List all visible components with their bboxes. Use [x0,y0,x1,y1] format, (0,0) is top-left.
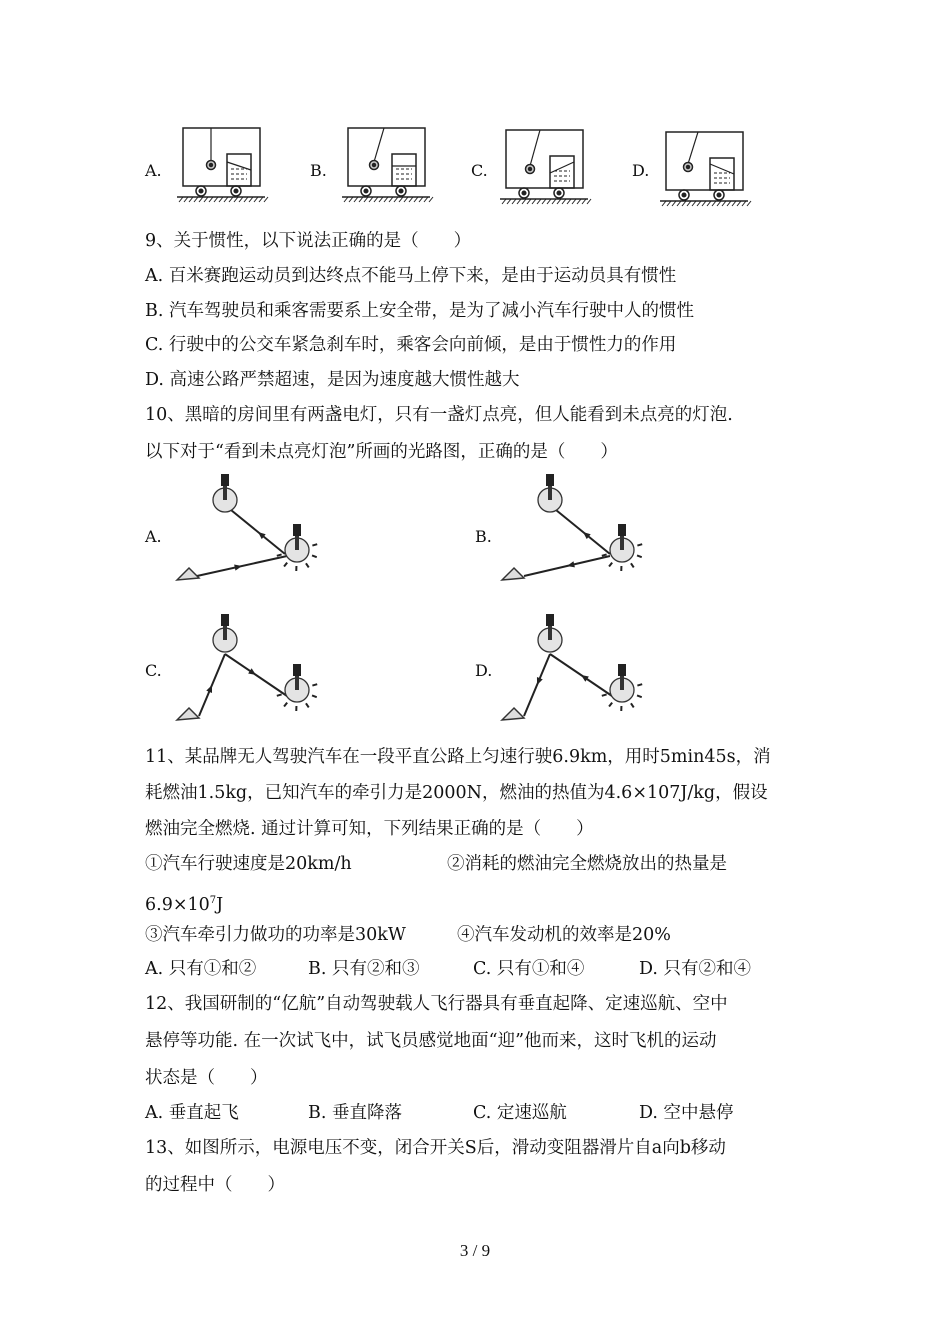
q12-line3: 状态是（ ） [145,1068,268,1088]
q11-option-a: A. 只有①和② [145,959,257,979]
q11-statement-2-base: 6.9×10 [145,894,210,915]
q11-statement-4: ④汽车发动机的效率是20% [457,925,671,945]
lit-bulb-icon [602,664,642,711]
q11-line2: 耗燃油1.5kg，已知汽车的牵引力是2000N，燃油的热值为4.6×107J/kg，假设 [145,783,768,803]
unlit-bulb-icon [213,614,237,652]
cart-figure-d [658,128,753,210]
lit-bulb-icon [277,664,317,711]
light-path-figure-d [500,612,700,732]
q11-statement-2-value [145,890,223,916]
q9-option-a: A. 百米赛跑运动员到达终点不能马上停下来，是由于运动员具有惯性 [145,266,677,286]
q11-statement-1: ①汽车行驶速度是20km/h [145,854,352,874]
eye-icon [502,568,524,580]
q11-statement-2: ②消耗的燃油完全燃烧放出的热量是 [447,854,727,874]
q12-option-d: D. 空中悬停 [639,1103,734,1123]
q8-option-d-label: D. [632,161,650,180]
q11-option-d: D. 只有②和④ [639,959,752,979]
q12-option-a: A. 垂直起飞 [145,1103,239,1123]
unlit-bulb-icon [538,474,562,512]
lit-bulb-icon [277,524,317,571]
q12-option-c: C. 定速巡航 [473,1103,567,1123]
q11-option-c: C. 只有①和④ [473,959,585,979]
q10-option-b-label: B. [475,527,492,546]
light-path-figure-b [500,472,700,592]
eye-icon [502,708,524,720]
cart-figure-a [175,124,270,206]
q9-stem: 9、关于惯性，以下说法正确的是（ ） [145,231,472,251]
page-number: 3 / 9 [459,1241,491,1260]
unlit-bulb-icon [538,614,562,652]
q11-line1: 11、某品牌无人驾驶汽车在一段平直公路上匀速行驶6.9km，用时5min45s，消 [145,747,771,767]
q10-option-a-label: A. [145,527,162,546]
light-path-figure-a [175,472,375,592]
q8-option-a-label: A. [145,161,162,180]
q11-statement-2-unit: J [216,894,224,915]
eye-icon [177,708,199,720]
q11-statement-2-exponent: 7 [209,895,217,906]
q12-line2: 悬停等功能. 在一次试飞中，试飞员感觉地面“迎”他而来，这时飞机的运动 [145,1031,717,1051]
light-path-figure-c [175,612,375,732]
cart-figure-b [340,124,435,206]
q9-option-b: B. 汽车驾驶员和乘客需要系上安全带，是为了减小汽车行驶中人的惯性 [145,301,694,321]
lit-bulb-icon [602,524,642,571]
q12-line1: 12、我国研制的“亿航”自动驾驶载人飞行器具有垂直起降、定速巡航、空中 [145,994,728,1014]
q11-line3: 燃油完全燃烧. 通过计算可知，下列结果正确的是（ ） [145,819,594,839]
eye-icon [177,568,199,580]
unlit-bulb-icon [213,474,237,512]
q11-option-b: B. 只有②和③ [308,959,420,979]
q9-option-d: D. 高速公路严禁超速，是因为速度越大惯性越大 [145,370,520,390]
q8-option-c-label: C. [471,161,488,180]
q12-option-b: B. 垂直降落 [308,1103,402,1123]
q10-option-c-label: C. [145,661,162,680]
q10-stem-line2: 以下对于“看到未点亮灯泡”所画的光路图，正确的是（ ） [145,442,618,462]
q13-line1: 13、如图所示，电源电压不变，闭合开关S后，滑动变阻器滑片自a向b移动 [145,1138,726,1158]
q10-option-d-label: D. [475,661,493,680]
q11-statement-3: ③汽车牵引力做功的功率是30kW [145,925,406,945]
q10-stem-line1: 10、黑暗的房间里有两盏电灯，只有一盏灯点亮，但人能看到未点亮的灯泡. [145,405,733,425]
cart-figure-c [498,126,593,208]
q8-option-b-label: B. [310,161,327,180]
q9-option-c: C. 行驶中的公交车紧急刹车时，乘客会向前倾，是由于惯性力的作用 [145,335,677,355]
q13-line2: 的过程中（ ） [145,1175,285,1195]
